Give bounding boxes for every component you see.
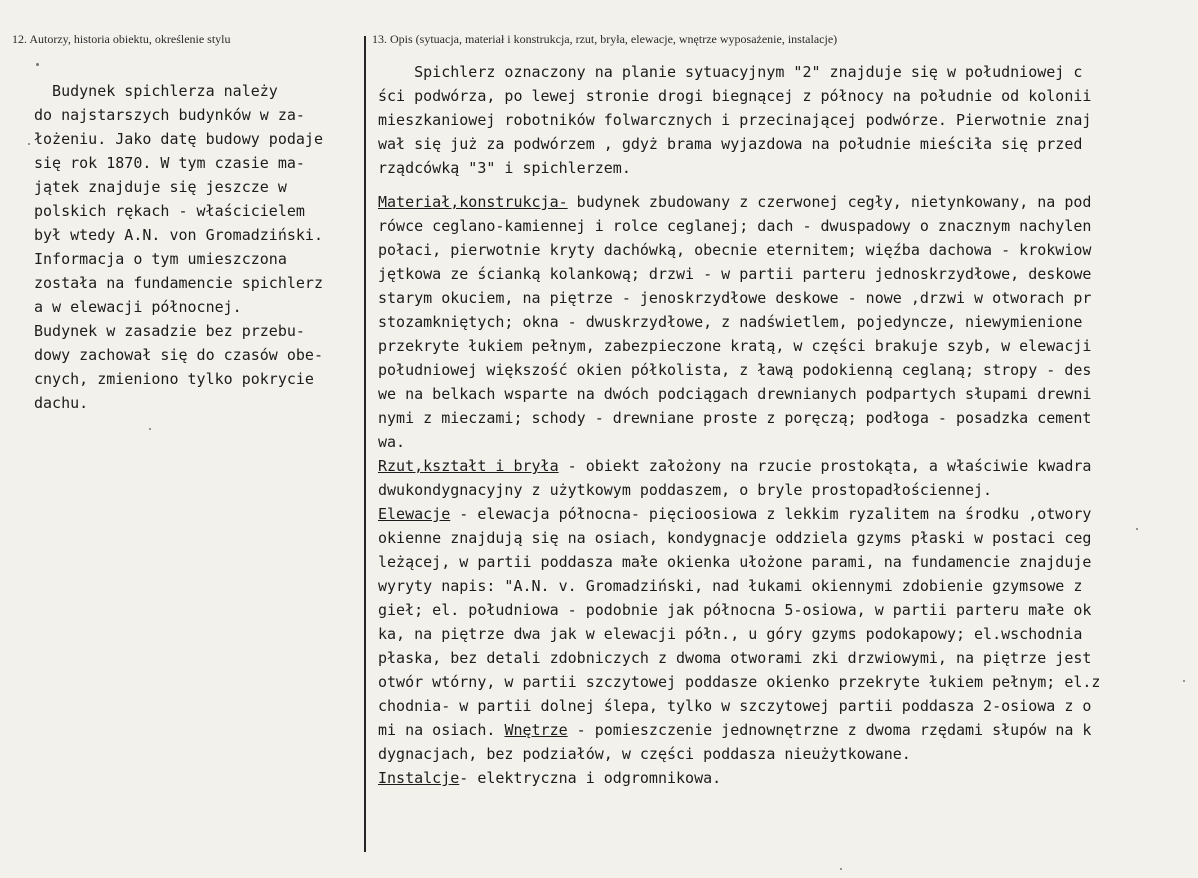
- left-column-text: [34, 79, 360, 415]
- elewacje-first-line-rest: - elewacja północna- pięcioosiowa z lekkim ryzalitem na środku ,otwory: [450, 505, 1092, 523]
- material-line: południowej większość okien półkolista, z ławą podokienną ceglaną; stropy - des: [378, 361, 1092, 379]
- elewacje-line: płaska, bez detali zdobniczych z dwoma otworami zki drzwiowymi, na piętrze jest: [378, 649, 1092, 667]
- elewacje-line: okienne znajdują się na osiach, kondygnacje oddziela gzyms płaski w postaci ceg: [378, 529, 1092, 547]
- wnetrze-prefix: mi na osiach.: [378, 721, 505, 739]
- left-column-heading: 12. Autorzy, historia obiektu, określenie stylu: [12, 32, 231, 46]
- left-line: do najstarszych budynków w za-: [34, 106, 305, 124]
- left-line: był wtedy A.N. von Gromadziński.: [34, 226, 323, 244]
- scan-speck: [840, 868, 842, 870]
- elewacje-line: leżącej, w partii poddasza małe okienka ułożone parami, na fundamencie znajduje: [378, 553, 1092, 571]
- elewacje-line: chodnia- w partii dolnej ślepa, tylko w szczytowej partii poddasza 2-osiowa z o: [378, 697, 1092, 715]
- left-line: łożeniu. Jako datę budowy podaje: [34, 130, 323, 148]
- instalacje-label: Instalcje: [378, 769, 460, 787]
- left-line: cnych, zmieniono tylko pokrycie: [34, 370, 314, 388]
- instalacje-rest: - elektryczna i odgromnikowa.: [459, 769, 722, 787]
- scan-speck: [28, 143, 30, 145]
- left-line: Budynek spichlerza należy: [34, 82, 278, 100]
- intro-line: rządcówką "3" i spichlerzem.: [378, 159, 631, 177]
- rzut-label: Rzut,kształt i bryła: [378, 457, 559, 475]
- instalacje-line: [378, 766, 1198, 790]
- scan-speck: [1183, 680, 1185, 682]
- material-line: starym okuciem, na piętrze - jenoskrzydłowe deskowe - nowe ,drzwi w otworach pr: [378, 289, 1092, 307]
- intro-line: wał się już za podwórzem , gdyż brama wyjazdowa na południe mieściła się przed: [378, 135, 1083, 153]
- material-line: nymi z mieczami; schody - drewniane proste z poręczą; podłoga - posadzka cement: [378, 409, 1092, 427]
- elewacje-line: gieł; el. południowa - podobnie jak północna 5-osiowa, w partii parteru małe ok: [378, 601, 1092, 619]
- material-first-line: [378, 190, 1198, 214]
- elewacje-first-line: [378, 502, 1198, 526]
- wnetrze-line: dygnacjach, bez podziałów, w części poddasza nieużytkowane.: [378, 745, 911, 763]
- scan-speck: [36, 63, 39, 66]
- left-line: dachu.: [34, 394, 89, 412]
- elewacje-line: ka, na piętrze dwa jak w elewacji półn., u góry gzyms podokapowy; el.wschodnia: [378, 625, 1083, 643]
- material-line: przekryte łukiem pełnym, zabezpieczone kratą, w części brakuje szyb, w elewacji: [378, 337, 1092, 355]
- wnetrze-first-line: [378, 718, 1198, 742]
- material-line: stozamkniętych; okna - dwuskrzydłowe, z nadświetlem, pojedyncze, niewymienione: [378, 313, 1083, 331]
- rzut-first-line-rest: - obiekt założony na rzucie prostokąta, a właściwie kwadra: [558, 457, 1092, 475]
- left-line: a w elewacji północnej.: [34, 298, 242, 316]
- intro-line: ści podwórza, po lewej stronie drogi biegnącej z północy na południe od kolonii: [378, 87, 1092, 105]
- rzut-line: dwukondygnacyjny z użytkowym poddaszem, o bryle prostopadłościennej.: [378, 481, 993, 499]
- intro-paragraph: [378, 60, 1198, 180]
- material-line: połaci, pierwotnie kryty dachówką, obecnie eternitem; więźba dachowa - krokwiow: [378, 241, 1092, 259]
- left-line: się rok 1870. W tym czasie ma-: [34, 154, 305, 172]
- material-first-line-rest: budynek zbudowany z czerwonej cegły, nietynkowany, na pod: [567, 193, 1092, 211]
- material-line: we na belkach wsparte na dwóch podciągach drewnianych podpartych słupami drewni: [378, 385, 1092, 403]
- left-line: została na fundamencie spichlerz: [34, 274, 323, 292]
- elewacje-section: [378, 502, 1198, 766]
- left-line: dowy zachował się do czasów obe-: [34, 346, 323, 364]
- column-divider: [364, 36, 366, 852]
- right-column-text: [378, 60, 1198, 790]
- elewacje-line: otwór wtórny, w partii szczytowej poddasze okienko przekryte łukiem pełnym; el.z: [378, 673, 1101, 691]
- intro-line: mieszkaniowej robotników folwarcznych i przecinającej podwórze. Pierwotnie znaj: [378, 111, 1092, 129]
- rzut-first-line: [378, 454, 1198, 478]
- material-label: Materiał,konstrukcja-: [378, 193, 568, 211]
- rzut-section: [378, 454, 1198, 502]
- wnetrze-first-line-rest: - pomieszczenie jednownętrzne z dwoma rzędami słupów na k: [567, 721, 1092, 739]
- left-line: Budynek w zasadzie bez przebu-: [34, 322, 305, 340]
- left-line: Informacja o tym umieszczona: [34, 250, 287, 268]
- material-section: [378, 190, 1198, 454]
- elewacje-line: wyryty napis: "A.N. v. Gromadziński, nad łukami okiennymi zdobienie gzymsowe z: [378, 577, 1083, 595]
- intro-line: Spichlerz oznaczony na planie sytuacyjnym "2" znajduje się w południowej c: [378, 63, 1083, 81]
- elewacje-label: Elewacje: [378, 505, 451, 523]
- scan-speck: [149, 428, 151, 430]
- left-line: polskich rękach - właścicielem: [34, 202, 305, 220]
- material-line: jętkowa ze ścianką kolankową; drzwi - w partii parteru jednoskrzydłowe, deskowe: [378, 265, 1092, 283]
- wnetrze-label: Wnętrze: [504, 721, 568, 739]
- left-line: jątek znajduje się jeszcze w: [34, 178, 287, 196]
- scan-speck: [1136, 528, 1138, 530]
- instalacje-section: [378, 766, 1198, 790]
- material-line: wa.: [378, 433, 406, 451]
- material-line: rówce ceglano-kamiennej i rolce ceglanej; dach - dwuspadowy o znacznym nachylen: [378, 217, 1092, 235]
- right-column-heading: 13. Opis (sytuacja, materiał i konstrukcja, rzut, bryła, elewacje, wnętrze wyposażenie, instalacje): [372, 32, 838, 46]
